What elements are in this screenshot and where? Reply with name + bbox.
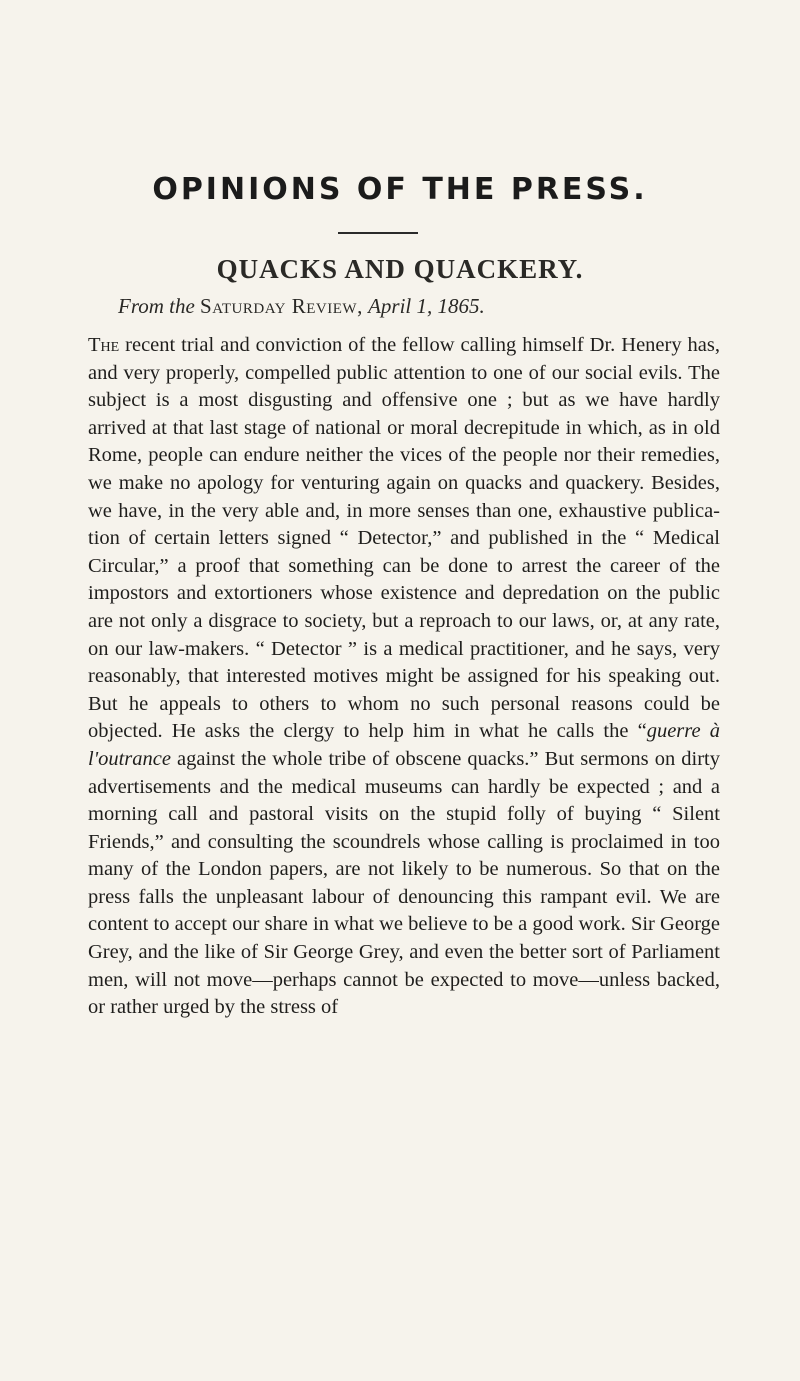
- article-lead-word: The: [88, 334, 120, 356]
- source-prefix: From the: [118, 294, 195, 318]
- article-title: QUACKS AND QUACKERY.: [216, 254, 584, 284]
- article-text-part-2: against the whole tribe of obscene quacks.” But sermons on dirty advertisements and the medical museums can hardly be expected ; and a morning call and pastoral visits on the stupid folly of buying “ Silent Friends,” and consulting the scoundrels whose calling is proclaimed in too many of the London papers, are not likely to be numerous. So that on the press falls the unpleasant labour of denouncing this rampant evil. We are content to accept our share in what we believe to be a good work. Sir George Grey, and the like of Sir George Grey, and even the better sort of Parliament men, will not move—perhaps cannot be expected to move—unless backed, or rather urged by the stress of: [88, 747, 720, 1019]
- article-source: [118, 294, 758, 319]
- page-heading: OPINIONS OF THE PRESS.: [152, 172, 648, 207]
- source-date: April 1, 1865.: [368, 294, 485, 318]
- article-text-part-1: recent trial and conviction of the fellow calling himself Dr. Henery has, and very properly, compelled public attention to one of our social evils. The subject is a most disgusting and offensive one ; but as we have hardly arrived at that last stage of national or moral decrepitude in which, as in old Rome, people can endure neither the vices of the people nor their remedies, we make no apology for venturing again on quacks and quackery. Besides, we have, in the very able and, in more senses than one, exhaustive publication of certain letters signed “ Detector,” and published in the “ Medical Circular,” a proof that something can be done to arrest the career of the impostors and extortioners whose existence and depredation on the public are not only a disgrace to society, but a reproach to our laws, or, at any rate, on our law-makers. “ Detector ” is a medical practitioner, and he says, very reasonably, that interested motives might be assigned for his speaking out. But he appeals to others to whom no such personal reasons could be objected. He asks the clergy to help him in what he calls the “: [88, 334, 720, 743]
- article-italic-phrase: guerre à l'outrance: [88, 720, 720, 770]
- article-body: [88, 332, 720, 1022]
- heading-divider: [338, 232, 418, 234]
- source-publication: Saturday Review,: [200, 294, 363, 318]
